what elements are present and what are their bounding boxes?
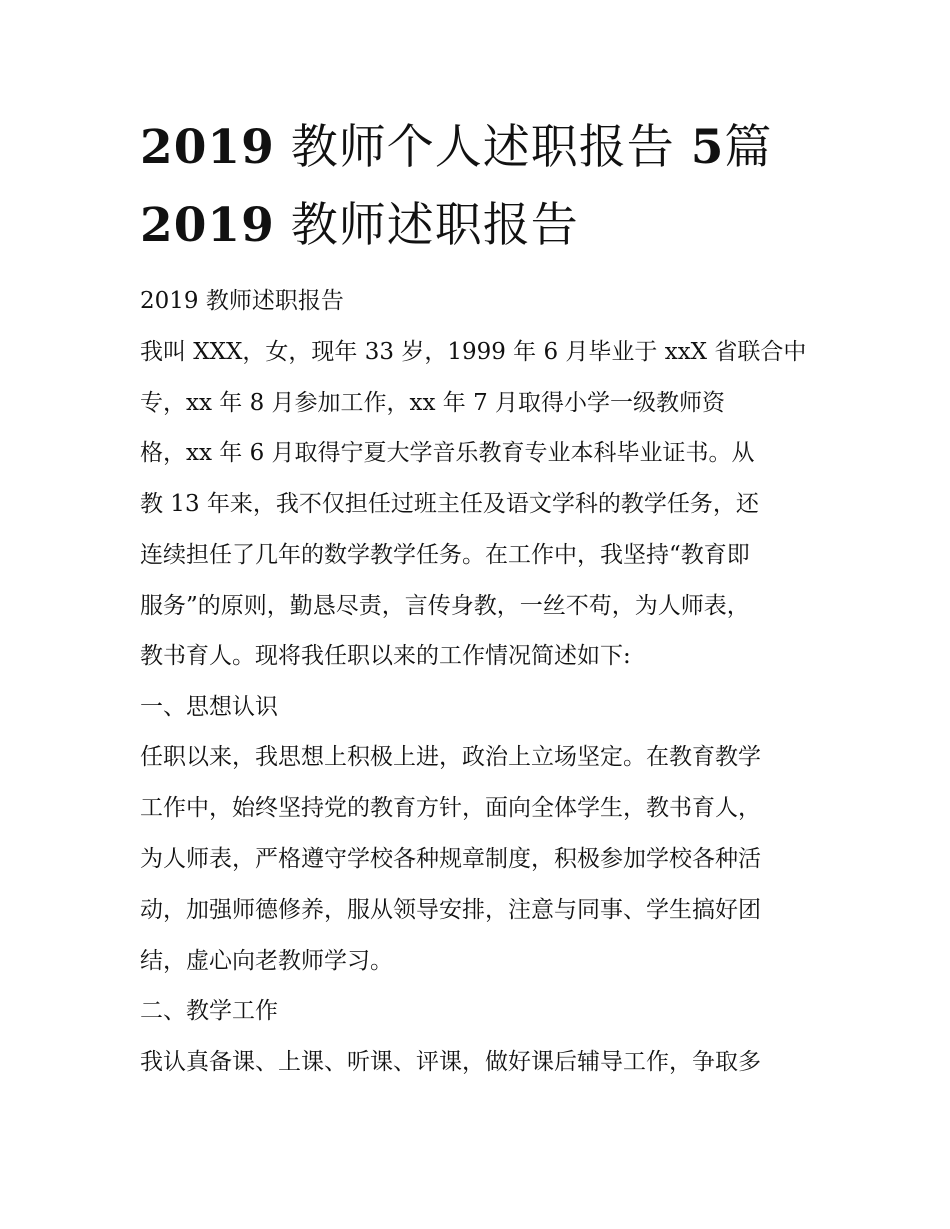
paragraph-line: 结，虚心向老教师学习。 — [140, 948, 393, 974]
paragraph-line: 工作中，始终坚持党的教育方针，面向全体学生，教书育人， — [140, 795, 761, 821]
paragraph-line: 连续担任了几年的数学教学任务。在工作中，我坚持“教育即 — [140, 542, 750, 568]
paragraph-line: 我认真备课、上课、听课、评课，做好课后辅导工作，争取多 — [140, 1049, 761, 1075]
paragraph-line: 专，xx 年 8 月参加工作，xx 年 7 月取得小学一级教师资 — [140, 390, 726, 416]
title-text: 教师个人述职报告 — [290, 120, 675, 175]
title-suffix: 篇 — [724, 120, 773, 175]
section-heading: 二、教学工作 — [140, 998, 278, 1024]
paragraph-line: 服务”的原则，勤恳尽责，言传身教，一丝不苟，为人师表， — [140, 593, 750, 619]
title-year: 2019 — [140, 120, 275, 175]
paragraph-line: 动，加强师德修养，服从领导安排，注意与同事、学生搞好团 — [140, 897, 761, 923]
paragraph-line: 格，xx 年 6 月取得宁夏大学音乐教育专业本科毕业证书。从 — [140, 440, 755, 466]
document-title-line-2 — [140, 196, 579, 256]
subtitle-line: 2019 教师述职报告 — [140, 288, 344, 314]
paragraph-line: 我叫 XXX，女，现年 33 岁，1999 年 6 月毕业于 xxX 省联合中 — [140, 339, 807, 365]
title-year: 2019 — [140, 198, 275, 253]
document-title-line-1 — [140, 118, 772, 178]
paragraph-line: 教书育人。现将我任职以来的工作情况简述如下: — [140, 643, 631, 669]
title-count: 5 — [690, 120, 725, 175]
paragraph-line: 任职以来，我思想上积极上进，政治上立场坚定。在教育教学 — [140, 744, 761, 770]
section-heading: 一、思想认识 — [140, 694, 278, 720]
title-text: 教师述职报告 — [290, 198, 579, 253]
paragraph-line: 教 13 年来，我不仅担任过班主任及语文学科的教学任务，还 — [140, 491, 759, 517]
paragraph-line: 为人师表，严格遵守学校各种规章制度，积极参加学校各种活 — [140, 846, 761, 872]
